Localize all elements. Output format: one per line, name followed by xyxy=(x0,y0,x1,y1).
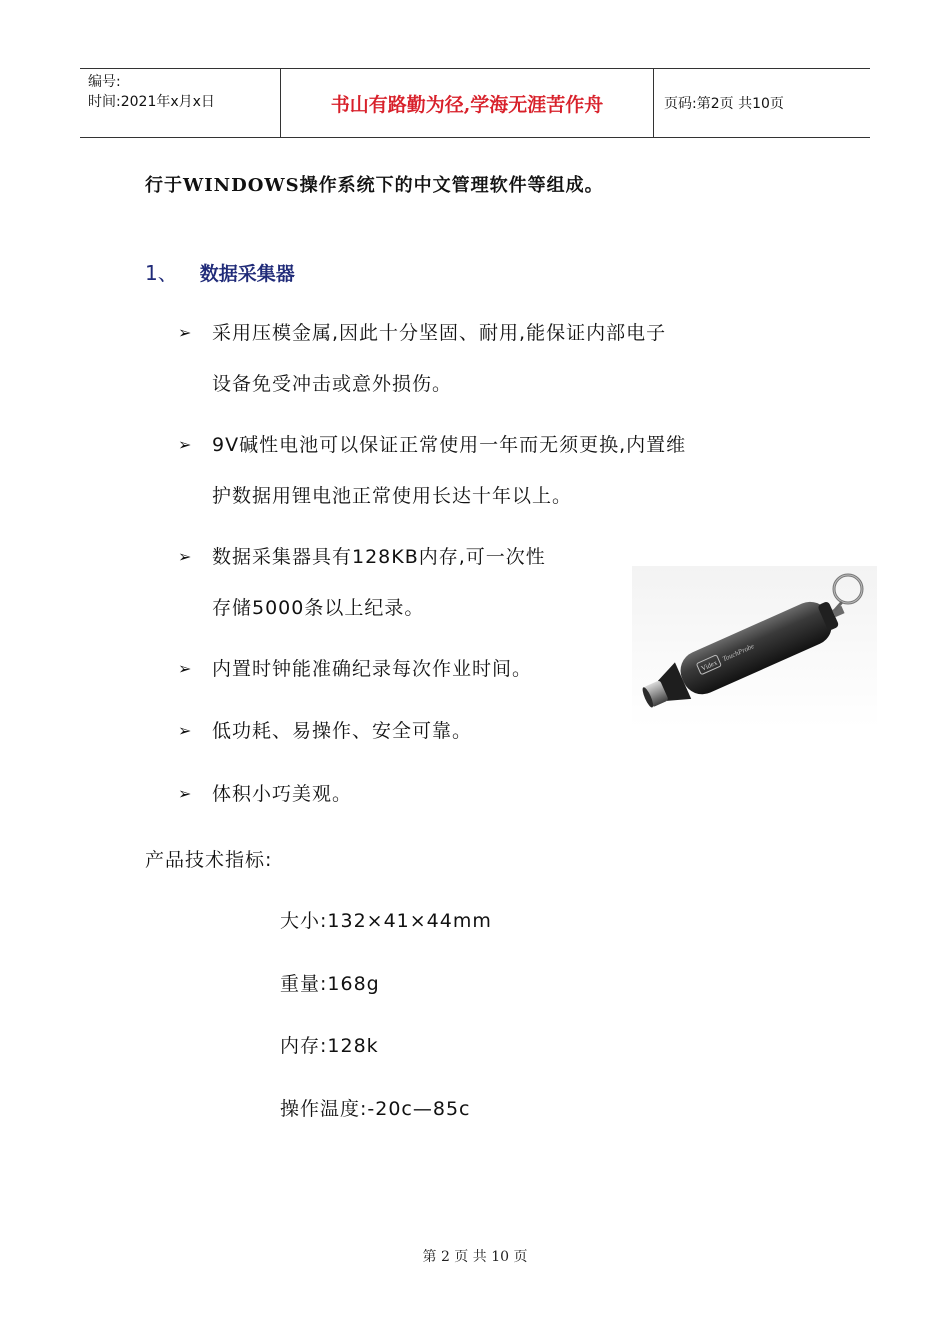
document-number-label: 编号: xyxy=(88,74,121,90)
page-header xyxy=(80,68,870,138)
spec-memory: 内存:128k xyxy=(280,1035,379,1057)
list-item-text: 9V碱性电池可以保证正常使用一年而无须更换,内置维 xyxy=(212,434,687,456)
arrow-bullet-icon: ➢ xyxy=(178,784,192,803)
list-item-text-continued: 设备免受冲击或意外损伤。 xyxy=(212,373,453,395)
data-collector-photo xyxy=(632,566,877,728)
section-title: 数据采集器 xyxy=(199,263,295,285)
list-item-text: 采用压模金属,因此十分坚固、耐用,能保证内部电子 xyxy=(212,322,667,344)
arrow-bullet-icon: ➢ xyxy=(178,323,192,342)
list-item-text: 内置时钟能准确纪录每次作业时间。 xyxy=(212,658,533,680)
list-item-text: 数据采集器具有128KB内存,可一次性 xyxy=(212,546,546,568)
specs-heading: 产品技术指标: xyxy=(145,849,273,871)
spec-size: 大小:132×41×44mm xyxy=(280,910,492,932)
arrow-bullet-icon: ➢ xyxy=(178,659,192,678)
header-meta-cell xyxy=(80,69,281,137)
device-model-label: TouchProbe xyxy=(721,642,756,664)
list-item-text: 体积小巧美观。 xyxy=(212,783,353,805)
spec-weight: 重量:168g xyxy=(280,973,380,995)
list-item-text-continued: 护数据用锂电池正常使用长达十年以上。 xyxy=(212,485,573,507)
list-item-text-continued: 存储5000条以上纪录。 xyxy=(212,597,425,619)
intro-paragraph: 行于WINDOWS操作系统下的中文管理软件等组成。 xyxy=(145,175,604,196)
section-heading xyxy=(145,257,295,286)
header-page-info: 页码:第2页 共10页 xyxy=(664,96,784,112)
arrow-bullet-icon: ➢ xyxy=(178,547,192,566)
page-footer: 第 2 页 共 10 页 xyxy=(422,1249,528,1265)
arrow-bullet-icon: ➢ xyxy=(178,435,192,454)
list-item-text: 低功耗、易操作、安全可靠。 xyxy=(212,720,473,742)
document-date: 时间:2021年x月x日 xyxy=(88,94,215,110)
arrow-bullet-icon: ➢ xyxy=(178,721,192,740)
header-motto: 书山有路勤为径,学海无涯苦作舟 xyxy=(281,69,654,137)
spec-operating-temperature: 操作温度:-20c—85c xyxy=(280,1098,471,1120)
device-brand-label: Videx xyxy=(700,658,719,673)
section-number: 1、 xyxy=(145,261,178,285)
